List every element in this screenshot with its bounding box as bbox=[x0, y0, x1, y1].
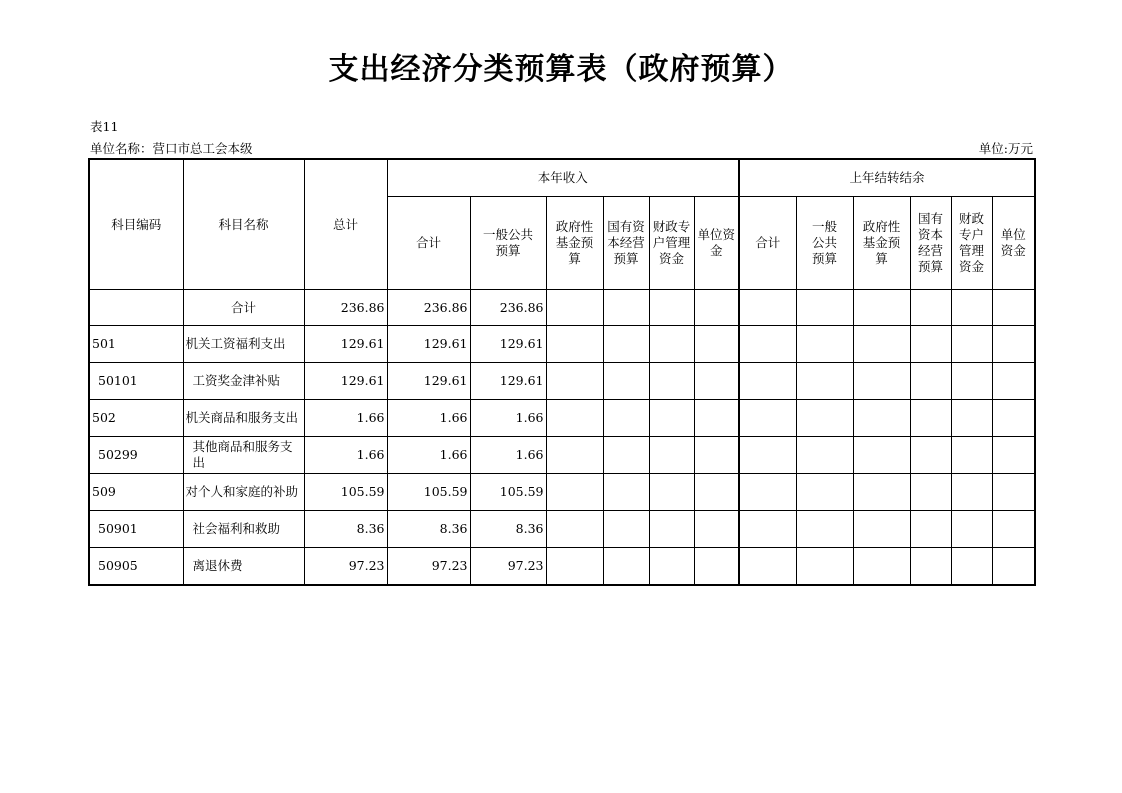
row-code: 50905 bbox=[89, 548, 183, 586]
empty-cell bbox=[951, 363, 992, 400]
empty-cell bbox=[694, 400, 739, 437]
empty-cell bbox=[853, 548, 910, 586]
empty-cell bbox=[546, 400, 603, 437]
row-current-total: 236.86 bbox=[387, 290, 470, 326]
header-code: 科目编码 bbox=[89, 159, 183, 290]
row-current-general: 236.86 bbox=[470, 290, 546, 326]
empty-cell bbox=[649, 326, 694, 363]
empty-cell bbox=[992, 363, 1035, 400]
row-total: 97.23 bbox=[304, 548, 387, 586]
row-current-general: 8.36 bbox=[470, 511, 546, 548]
row-current-general: 105.59 bbox=[470, 474, 546, 511]
empty-cell bbox=[739, 511, 796, 548]
header-current-unit-fund: 单位资金 bbox=[694, 197, 739, 290]
row-current-general: 97.23 bbox=[470, 548, 546, 586]
empty-cell bbox=[853, 363, 910, 400]
header-prior-special-account: 财政专户管理资金 bbox=[951, 197, 992, 290]
empty-cell bbox=[910, 474, 951, 511]
table-row bbox=[89, 326, 1035, 363]
header-current-year: 本年收入 bbox=[387, 159, 739, 197]
row-name: 社会福利和救助 bbox=[183, 511, 304, 548]
empty-cell bbox=[603, 474, 649, 511]
empty-cell bbox=[992, 474, 1035, 511]
row-current-total: 1.66 bbox=[387, 400, 470, 437]
header-prior-unit-fund: 单位资金 bbox=[992, 197, 1035, 290]
row-name: 合计 bbox=[183, 290, 304, 326]
empty-cell bbox=[796, 363, 853, 400]
empty-cell bbox=[603, 437, 649, 474]
row-total: 1.66 bbox=[304, 400, 387, 437]
empty-cell bbox=[694, 474, 739, 511]
empty-cell bbox=[910, 400, 951, 437]
empty-cell bbox=[649, 437, 694, 474]
unit-name: 单位名称：营口市总工会本级 bbox=[90, 141, 253, 156]
empty-cell bbox=[739, 548, 796, 586]
empty-cell bbox=[649, 548, 694, 586]
row-total: 105.59 bbox=[304, 474, 387, 511]
header-prior-general: 一般公共预算 bbox=[796, 197, 853, 290]
empty-cell bbox=[649, 400, 694, 437]
empty-cell bbox=[649, 290, 694, 326]
empty-cell bbox=[992, 511, 1035, 548]
table-row bbox=[89, 548, 1035, 586]
empty-cell bbox=[603, 326, 649, 363]
empty-cell bbox=[649, 511, 694, 548]
row-total: 129.61 bbox=[304, 326, 387, 363]
empty-cell bbox=[951, 326, 992, 363]
empty-cell bbox=[603, 290, 649, 326]
empty-cell bbox=[951, 290, 992, 326]
page-title: 支出经济分类预算表（政府预算） bbox=[328, 52, 794, 87]
header-current-total: 合计 bbox=[387, 197, 470, 290]
empty-cell bbox=[739, 474, 796, 511]
empty-cell bbox=[546, 474, 603, 511]
empty-cell bbox=[853, 290, 910, 326]
table-row bbox=[89, 400, 1035, 437]
empty-cell bbox=[951, 474, 992, 511]
empty-cell bbox=[992, 400, 1035, 437]
empty-cell bbox=[796, 511, 853, 548]
empty-cell bbox=[951, 548, 992, 586]
header-total: 总计 bbox=[304, 159, 387, 290]
row-name: 对个人和家庭的补助 bbox=[183, 474, 304, 511]
row-total: 236.86 bbox=[304, 290, 387, 326]
empty-cell bbox=[796, 290, 853, 326]
header-prior-gov-fund: 政府性基金预算 bbox=[853, 197, 910, 290]
empty-cell bbox=[992, 548, 1035, 586]
empty-cell bbox=[739, 400, 796, 437]
empty-cell bbox=[910, 548, 951, 586]
table-row bbox=[89, 290, 1035, 326]
row-current-general: 1.66 bbox=[470, 400, 546, 437]
empty-cell bbox=[853, 511, 910, 548]
empty-cell bbox=[546, 290, 603, 326]
empty-cell bbox=[603, 548, 649, 586]
row-total: 8.36 bbox=[304, 511, 387, 548]
row-current-total: 129.61 bbox=[387, 326, 470, 363]
empty-cell bbox=[910, 511, 951, 548]
row-name: 机关工资福利支出 bbox=[183, 326, 304, 363]
empty-cell bbox=[796, 326, 853, 363]
empty-cell bbox=[951, 400, 992, 437]
row-name: 离退休费 bbox=[183, 548, 304, 586]
header-row-1 bbox=[89, 159, 1035, 197]
header-prior-year: 上年结转结余 bbox=[739, 159, 1035, 197]
empty-cell bbox=[649, 474, 694, 511]
empty-cell bbox=[796, 437, 853, 474]
empty-cell bbox=[694, 363, 739, 400]
row-code: 502 bbox=[89, 400, 183, 437]
header-current-special-account: 财政专户管理资金 bbox=[649, 197, 694, 290]
table-row bbox=[89, 511, 1035, 548]
row-name: 机关商品和服务支出 bbox=[183, 400, 304, 437]
empty-cell bbox=[546, 437, 603, 474]
empty-cell bbox=[546, 511, 603, 548]
header-name: 科目名称 bbox=[183, 159, 304, 290]
row-code bbox=[89, 290, 183, 326]
empty-cell bbox=[739, 290, 796, 326]
empty-cell bbox=[694, 437, 739, 474]
empty-cell bbox=[603, 400, 649, 437]
empty-cell bbox=[603, 511, 649, 548]
empty-cell bbox=[796, 400, 853, 437]
header-current-gov-fund: 政府性基金预算 bbox=[546, 197, 603, 290]
header-prior-state-capital: 国有资本经营预算 bbox=[910, 197, 951, 290]
empty-cell bbox=[546, 548, 603, 586]
empty-cell bbox=[853, 474, 910, 511]
row-current-total: 1.66 bbox=[387, 437, 470, 474]
empty-cell bbox=[603, 363, 649, 400]
table-row bbox=[89, 474, 1035, 511]
row-current-total: 105.59 bbox=[387, 474, 470, 511]
row-current-general: 129.61 bbox=[470, 363, 546, 400]
empty-cell bbox=[992, 290, 1035, 326]
empty-cell bbox=[853, 437, 910, 474]
row-current-general: 1.66 bbox=[470, 437, 546, 474]
empty-cell bbox=[910, 326, 951, 363]
row-current-total: 8.36 bbox=[387, 511, 470, 548]
header-prior-total: 合计 bbox=[739, 197, 796, 290]
empty-cell bbox=[546, 326, 603, 363]
row-name: 其他商品和服务支出 bbox=[183, 437, 304, 474]
empty-cell bbox=[910, 290, 951, 326]
row-name: 工资奖金津补贴 bbox=[183, 363, 304, 400]
empty-cell bbox=[694, 290, 739, 326]
row-current-total: 129.61 bbox=[387, 363, 470, 400]
empty-cell bbox=[910, 363, 951, 400]
header-current-general: 一般公共预算 bbox=[470, 197, 546, 290]
row-code: 50901 bbox=[89, 511, 183, 548]
empty-cell bbox=[796, 548, 853, 586]
header-current-state-capital: 国有资本经营预算 bbox=[603, 197, 649, 290]
empty-cell bbox=[951, 511, 992, 548]
empty-cell bbox=[853, 400, 910, 437]
empty-cell bbox=[694, 511, 739, 548]
empty-cell bbox=[951, 437, 992, 474]
empty-cell bbox=[739, 363, 796, 400]
empty-cell bbox=[739, 326, 796, 363]
row-total: 1.66 bbox=[304, 437, 387, 474]
row-total: 129.61 bbox=[304, 363, 387, 400]
row-current-total: 97.23 bbox=[387, 548, 470, 586]
table-number: 表11 bbox=[90, 119, 119, 134]
table-row bbox=[89, 437, 1035, 474]
row-code: 50299 bbox=[89, 437, 183, 474]
empty-cell bbox=[649, 363, 694, 400]
row-code: 501 bbox=[89, 326, 183, 363]
budget-table bbox=[88, 158, 1036, 586]
empty-cell bbox=[739, 437, 796, 474]
empty-cell bbox=[992, 326, 1035, 363]
empty-cell bbox=[853, 326, 910, 363]
empty-cell bbox=[992, 437, 1035, 474]
empty-cell bbox=[796, 474, 853, 511]
empty-cell bbox=[910, 437, 951, 474]
row-code: 509 bbox=[89, 474, 183, 511]
table-row bbox=[89, 363, 1035, 400]
empty-cell bbox=[694, 326, 739, 363]
currency-unit: 单位:万元 bbox=[978, 141, 1033, 156]
empty-cell bbox=[694, 548, 739, 586]
empty-cell bbox=[546, 363, 603, 400]
row-code: 50101 bbox=[89, 363, 183, 400]
row-current-general: 129.61 bbox=[470, 326, 546, 363]
